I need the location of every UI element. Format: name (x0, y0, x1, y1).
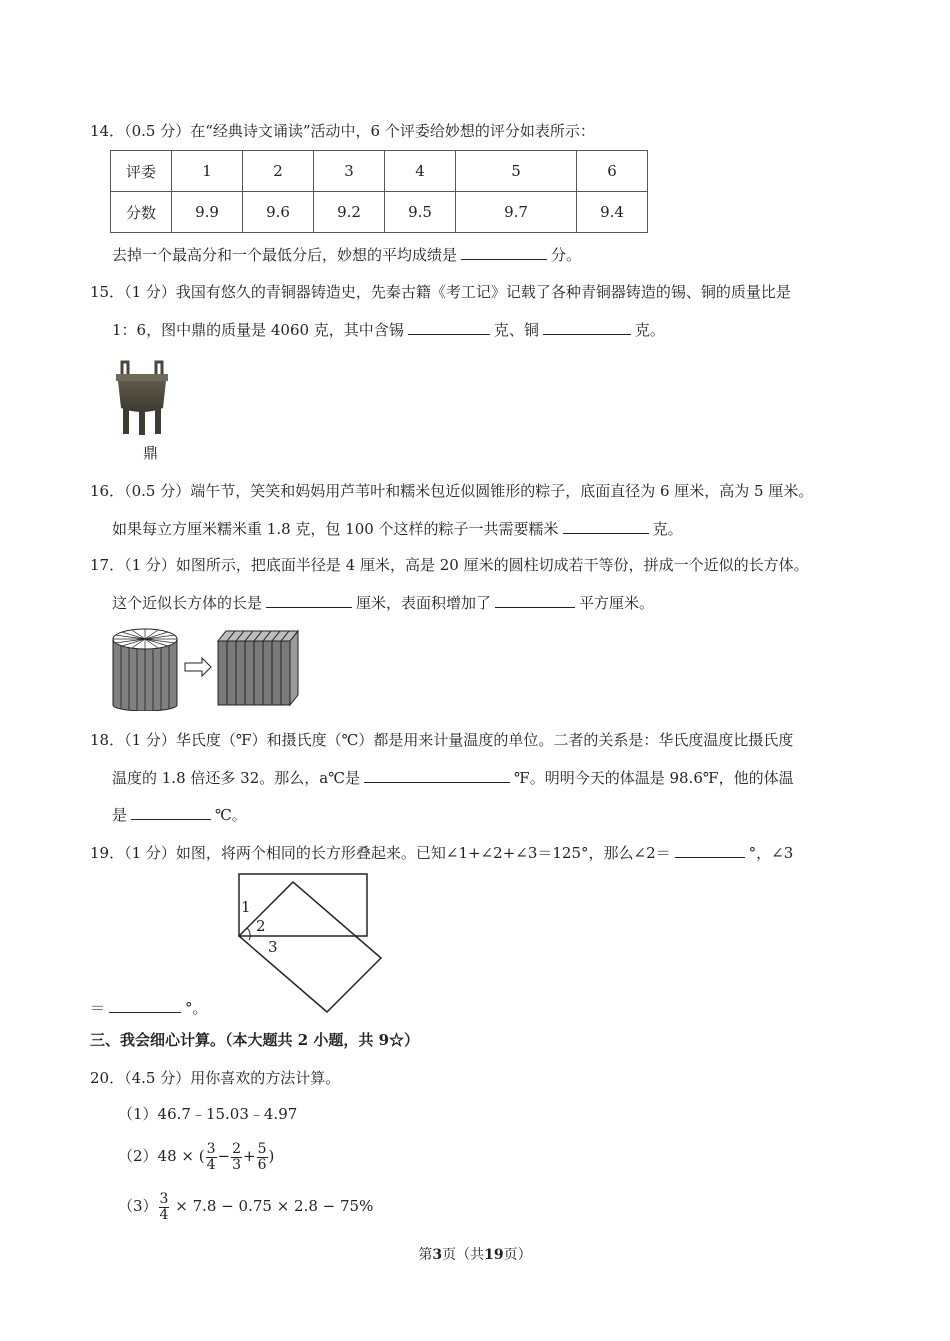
q17-text-c: 平方厘米。 (579, 594, 655, 612)
score-table (110, 150, 648, 233)
page-number: 3 (432, 1247, 443, 1263)
expr-part: ) (268, 1147, 275, 1165)
total-pages: 19 (484, 1247, 504, 1263)
operator: − (217, 1147, 231, 1165)
arrow-icon (185, 658, 211, 676)
q17-text-a: 这个近似长方体的长是 (112, 594, 263, 612)
numerator: 5 (257, 1140, 267, 1157)
table-cell: 9.5 (385, 192, 456, 233)
cylinder-shape (113, 629, 177, 711)
answer-blank[interactable] (131, 804, 211, 820)
q14-stem: 14．（0.5 分）在“经典诗文诵读”活动中，6 个评委给妙想的评分如表所示： (90, 122, 595, 140)
q14-text-a: 去掉一个最高分和一个最低分后，妙想的平均成绩是 (112, 246, 458, 264)
page-footer (0, 1244, 950, 1264)
q15-stem: 15．（1 分）我国有悠久的青铜器铸造史，先秦古籍《考工记》记载了各种青铜器铸造的锡、铜的质量比是 (90, 283, 791, 301)
table-row (111, 192, 648, 233)
table-cell: 9.4 (577, 192, 648, 233)
fraction (206, 1142, 217, 1173)
q18-question-line2 (112, 767, 794, 788)
q19-text-c: ＝ (90, 999, 106, 1017)
q20-item-1: （1）46.7﹣15.03﹣4.97 (118, 1105, 298, 1123)
q18-text-d: ℃。 (215, 806, 247, 824)
answer-blank[interactable] (364, 767, 510, 783)
answer-blank[interactable] (543, 319, 631, 335)
numerator: 3 (206, 1140, 216, 1157)
q20-item-3 (118, 1188, 373, 1224)
answer-blank[interactable] (408, 319, 490, 335)
q19-text-d: °。 (185, 999, 208, 1017)
q18-text-b: ℉。明明今天的体温是 98.6℉，他的体温 (513, 769, 794, 787)
fraction (159, 1192, 170, 1223)
footer-text: 第 (418, 1247, 433, 1263)
q19-stem (90, 842, 793, 863)
q15-question (112, 319, 665, 340)
table-cell: 9.2 (314, 192, 385, 233)
answer-blank[interactable] (266, 592, 352, 608)
q16-text-a: 如果每立方厘米糯米重 1.8 克，包 100 个这样的粽子一共需要糯米 (112, 520, 559, 538)
expr-part: 48 × ( (157, 1147, 205, 1165)
angle-label-2: 2 (256, 917, 266, 935)
table-cell: 9.9 (172, 192, 243, 233)
table-cell: 1 (172, 151, 243, 192)
table-cell: 6 (577, 151, 648, 192)
rectangle-tilted (239, 882, 381, 1012)
q15-text-a: 1：6，图中鼎的质量是 4060 克，其中含锡 (112, 321, 404, 339)
q17-question (112, 592, 654, 613)
denominator: 3 (232, 1156, 242, 1173)
q18-stem: 18．（1 分）华氏度（℉）和摄氏度（℃）都是用来计量温度的单位。二者的关系是：华氏度温度比摄氏度 (90, 731, 794, 749)
q17-stem: 17．（1 分）如图所示，把底面半径是 4 厘米，高是 20 厘米的圆柱切成若干等份，拼成一个近似的长方体。 (90, 556, 809, 574)
footer-text: 页（共 (442, 1247, 485, 1263)
table-cell: 4 (385, 151, 456, 192)
section-heading: 三、我会细心计算。（本大题共 2 小题，共 9☆） (90, 1031, 420, 1049)
expr-part: × 7.8 − 0.75 × 2.8 − 75% (175, 1197, 374, 1215)
denominator: 4 (206, 1156, 216, 1173)
q16-question (112, 518, 683, 539)
answer-blank[interactable] (109, 997, 181, 1013)
q16-stem: 16．（0.5 分）端午节，笑笑和妈妈用芦苇叶和糯米包近似圆锥形的粽子，底面直径为 6 厘米，高为 5 厘米。 (90, 482, 814, 500)
q19-text-a: 19．（1 分）如图，将两个相同的长方形叠起来。已知∠1+∠2+∠3＝125°，那么∠2＝ (90, 844, 671, 862)
item-prefix: （2） (118, 1147, 158, 1165)
angle-label-3: 3 (268, 938, 278, 956)
q15-text-b: 克、铜 (493, 321, 539, 339)
denominator: 4 (159, 1206, 169, 1223)
cuboid-shape (218, 631, 298, 705)
ding-vessel-image (112, 358, 172, 444)
table-cell: 评委 (111, 151, 172, 192)
footer-text: 页） (503, 1247, 532, 1263)
answer-blank[interactable] (563, 518, 649, 534)
numerator: 2 (232, 1140, 242, 1157)
table-row (111, 151, 648, 192)
q18-question-line3 (112, 804, 247, 825)
overlapping-rectangles-diagram (235, 868, 385, 1013)
cylinder-to-cuboid-diagram (110, 625, 305, 711)
answer-blank[interactable] (675, 842, 745, 858)
q18-text-a: 温度的 1.8 倍还多 32。那么，a℃是 (112, 769, 360, 787)
answer-blank[interactable] (461, 244, 547, 260)
table-cell: 分数 (111, 192, 172, 233)
ding-caption: 鼎 (143, 444, 159, 462)
item-prefix: （3） (118, 1197, 158, 1215)
q14-text-b: 分。 (551, 246, 582, 264)
denominator: 6 (257, 1156, 267, 1173)
q15-text-c: 克。 (634, 321, 665, 339)
q14-question (112, 244, 581, 265)
q20-item-2 (118, 1138, 274, 1174)
q17-text-b: 厘米，表面积增加了 (356, 594, 492, 612)
fraction (257, 1142, 268, 1173)
angle-label-1: 1 (241, 898, 251, 916)
q20-stem: 20．（4.5 分）用你喜欢的方法计算。 (90, 1069, 341, 1087)
numerator: 3 (159, 1190, 169, 1207)
q19-question-line2 (90, 997, 208, 1018)
q19-text-b: °，∠3 (748, 844, 794, 862)
table-cell: 2 (243, 151, 314, 192)
q18-text-c: 是 (112, 806, 128, 824)
operator: + (243, 1147, 256, 1165)
q16-text-b: 克。 (652, 520, 683, 538)
table-cell: 9.7 (456, 192, 577, 233)
fraction (231, 1142, 242, 1173)
answer-blank[interactable] (495, 592, 575, 608)
table-cell: 3 (314, 151, 385, 192)
table-cell: 5 (456, 151, 577, 192)
table-cell: 9.6 (243, 192, 314, 233)
